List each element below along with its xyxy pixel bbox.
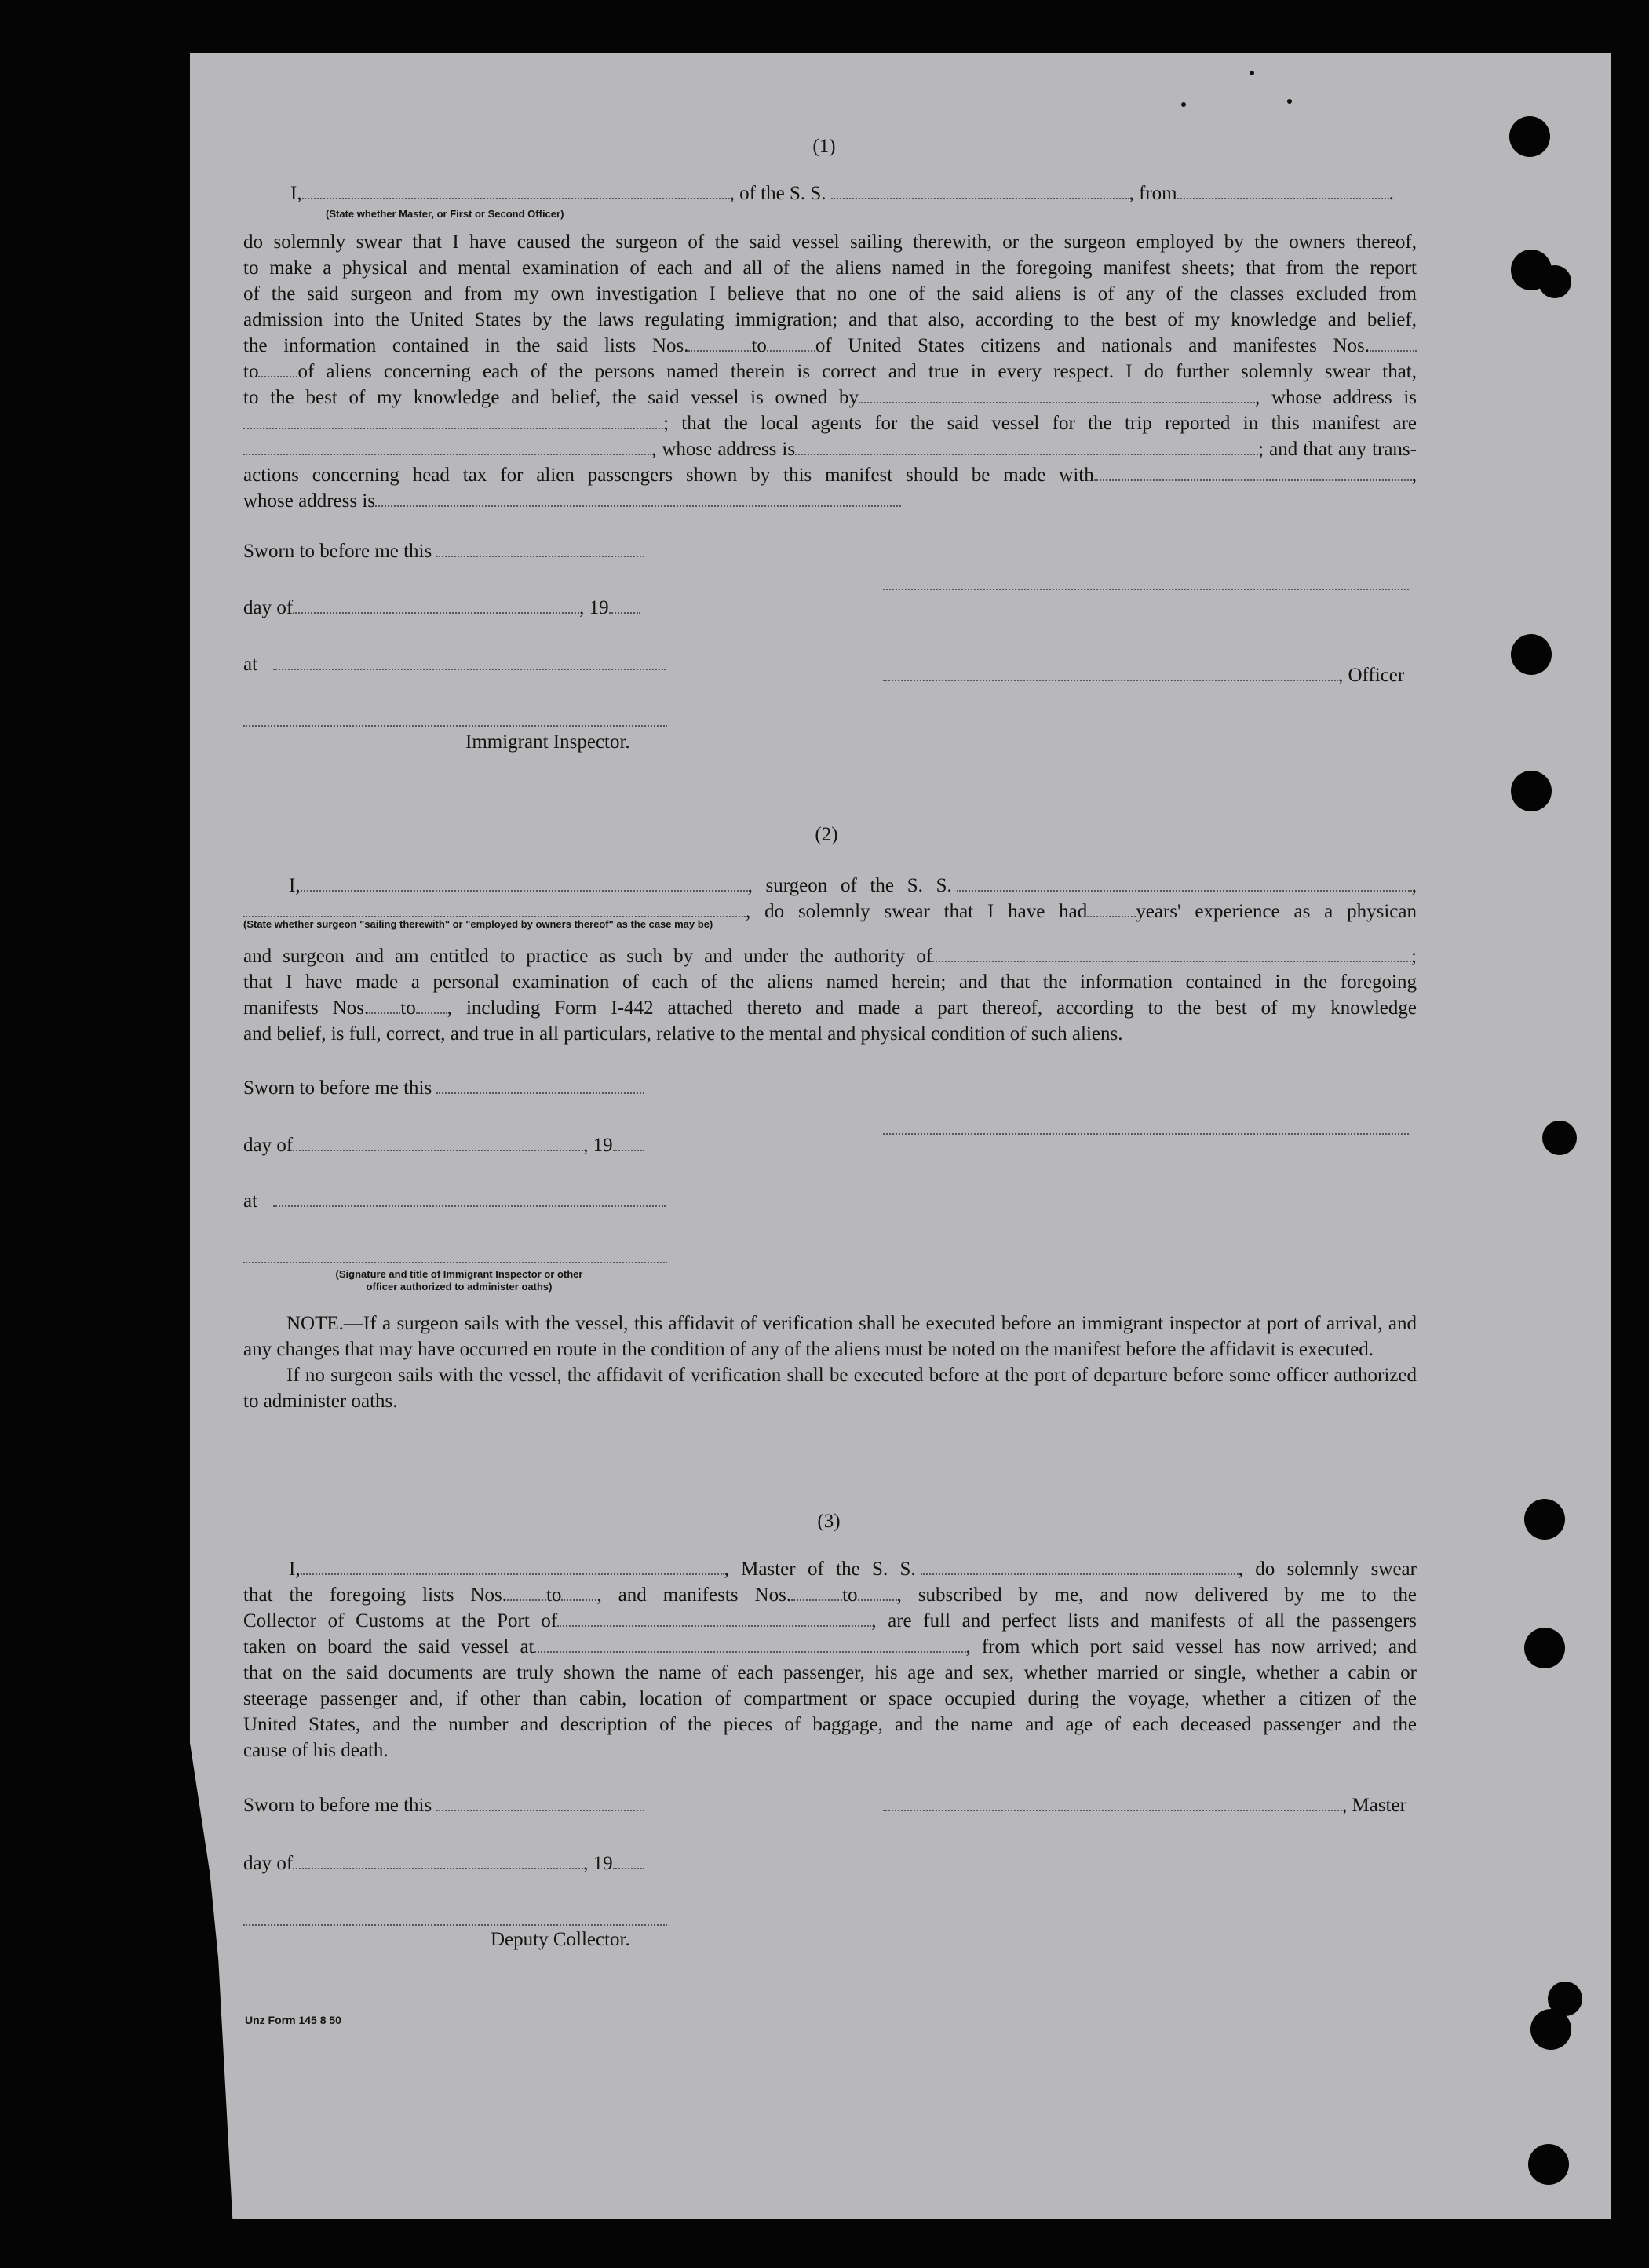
body-line: whose address is xyxy=(243,488,1417,514)
section-1-first-line: I, , of the S. S. , from . xyxy=(290,183,1394,204)
body-line: steerage passenger and, if other than cabin, location of compartment or space occupied during the voyage, whether a citizen of the xyxy=(243,1688,1417,1709)
body-line: do solemnly swear that I have caused the surgeon of the said vessel sailing therewith, or the surgeon employed by the owners thereof, xyxy=(243,232,1417,253)
inspector-line xyxy=(243,724,667,727)
body-line: admission into the United States by the laws regulating immigration; and that also, according to the best of my knowledge and belief, xyxy=(243,309,1417,330)
body-line: taken on board the said vessel at , from which port said vessel has now arrived; and xyxy=(243,1636,1417,1657)
body-line: I, , surgeon of the S. S. , xyxy=(289,875,1417,896)
officer-signature: , Officer xyxy=(883,664,1404,687)
section-2-sworn: Sworn to before me this xyxy=(243,1077,644,1099)
officer-note: (State whether Master, or First or Second Officer) xyxy=(326,208,564,220)
section-2-number: (2) xyxy=(815,824,838,845)
body-line: the information contained in the said lists Nos. to of United States citizens and nationals and manifestes Nos. xyxy=(243,333,1417,359)
body-line: ; that the local agents for the said vessel for the trip reported in this manifest are xyxy=(243,410,1417,436)
section-1-number: (1) xyxy=(812,136,836,157)
body-line: and surgeon and am entitled to practice as such by and under the authority of ; xyxy=(243,946,1417,967)
body-line: Collector of Customs at the Port of , are full and perfect lists and manifests of all the passengers xyxy=(243,1610,1417,1632)
body-line: manifests Nos. to , including Form I-442 attached thereto and made a part thereof, according to the best of my knowledge xyxy=(243,997,1417,1019)
binder-hole xyxy=(1530,2009,1571,2050)
master-signature: , Master xyxy=(883,1794,1406,1817)
section-2-body-cont xyxy=(243,943,1417,1047)
section-2-at: at xyxy=(243,1190,666,1212)
form-number: Unz Form 145 8 50 xyxy=(245,2014,341,2026)
body-line: that the foregoing lists Nos. to , and manifests Nos. to , subscribed by me, and now delivered by me to the xyxy=(243,1584,1417,1606)
section-2-day: day of , 19 xyxy=(243,1134,644,1157)
binder-hole xyxy=(1524,1628,1565,1668)
note-block xyxy=(243,1311,1417,1414)
body-line: to the best of my knowledge and belief, the said vessel is owned by , whose address is xyxy=(243,387,1417,408)
binder-hole xyxy=(1538,265,1571,298)
body-line: United States, and the number and description of the pieces of baggage, and the name and age of each deceased passenger and the xyxy=(243,1714,1417,1735)
section-3-day: day of , 19 xyxy=(243,1852,644,1875)
section-3-number: (3) xyxy=(817,1511,841,1532)
signature-line xyxy=(883,587,1409,590)
section-1-day: day of , 19 xyxy=(243,596,640,619)
body-line: actions concerning head tax for alien passengers shown by this manifest should be made with , xyxy=(243,465,1417,486)
body-line: , whose address is ; and that any trans- xyxy=(243,436,1417,462)
section-1-sworn: Sworn to before me this xyxy=(243,540,644,563)
binder-hole xyxy=(1511,634,1552,675)
body-line: and belief, is full, correct, and true in all particulars, relative to the mental and physical condition of such aliens. xyxy=(243,1023,1123,1045)
binder-hole xyxy=(1511,771,1552,811)
binder-hole xyxy=(1542,1121,1577,1155)
binder-hole xyxy=(1528,2144,1569,2185)
body-line: cause of his death. xyxy=(243,1740,389,1761)
section-2-body xyxy=(243,873,1417,924)
speck xyxy=(1250,71,1254,75)
speck xyxy=(1287,99,1292,104)
body-line: that I have made a personal examination of each of the aliens named herein; and that the information contained in the foregoing xyxy=(243,972,1417,993)
signature-line xyxy=(883,1132,1409,1135)
body-line: that on the said documents are truly shown the name of each passenger, his age and sex, whether married or single, whether a cabin or xyxy=(243,1662,1417,1683)
binder-hole xyxy=(1509,116,1550,157)
surgeon-note: (State whether surgeon "sailing therewith" or "employed by owners thereof" as the case may be) xyxy=(243,918,713,930)
deputy-label: Deputy Collector. xyxy=(491,1929,630,1950)
body-line: to of aliens concerning each of the persons named therein is correct and true in every respect. I do further solemnly swear that, xyxy=(243,361,1417,382)
body-line: I, , Master of the S. S. , do solemnly swear xyxy=(289,1559,1417,1580)
section-1-body xyxy=(243,229,1417,514)
binder-hole xyxy=(1524,1499,1565,1540)
note-paragraph: If no surgeon sails with the vessel, the affidavit of verification shall be executed before at the port of departure before some officer authorized to administer oaths. xyxy=(243,1365,1417,1412)
body-line: , do solemnly swear that I have had years' experience as a physican xyxy=(243,899,1417,924)
body-line: to make a physical and mental examination of each and all of the aliens named in the foregoing manifest sheets; that from the report xyxy=(243,257,1417,279)
note-paragraph: NOTE.—If a surgeon sails with the vessel, this affidavit of verification shall be executed before an immigrant inspector at port of arrival, and any changes that may have occurred en route in the condition of any of the aliens must be noted on the manifest before the affidavit is executed. xyxy=(243,1313,1417,1360)
inspector-line xyxy=(243,1260,667,1263)
section-3-body xyxy=(243,1556,1417,1763)
speck xyxy=(1181,102,1186,107)
inspector-label: Immigrant Inspector. xyxy=(465,731,630,753)
body-line: of the said surgeon and from my own investigation I believe that no one of the said aliens is of any of the classes excluded from xyxy=(243,283,1417,304)
section-3-sworn: Sworn to before me this xyxy=(243,1794,644,1817)
collector-line xyxy=(243,1923,667,1926)
section-1-at: at xyxy=(243,653,666,676)
signature-note: (Signature and title of Immigrant Inspector or other officer authorized to administer oaths) xyxy=(335,1268,583,1293)
